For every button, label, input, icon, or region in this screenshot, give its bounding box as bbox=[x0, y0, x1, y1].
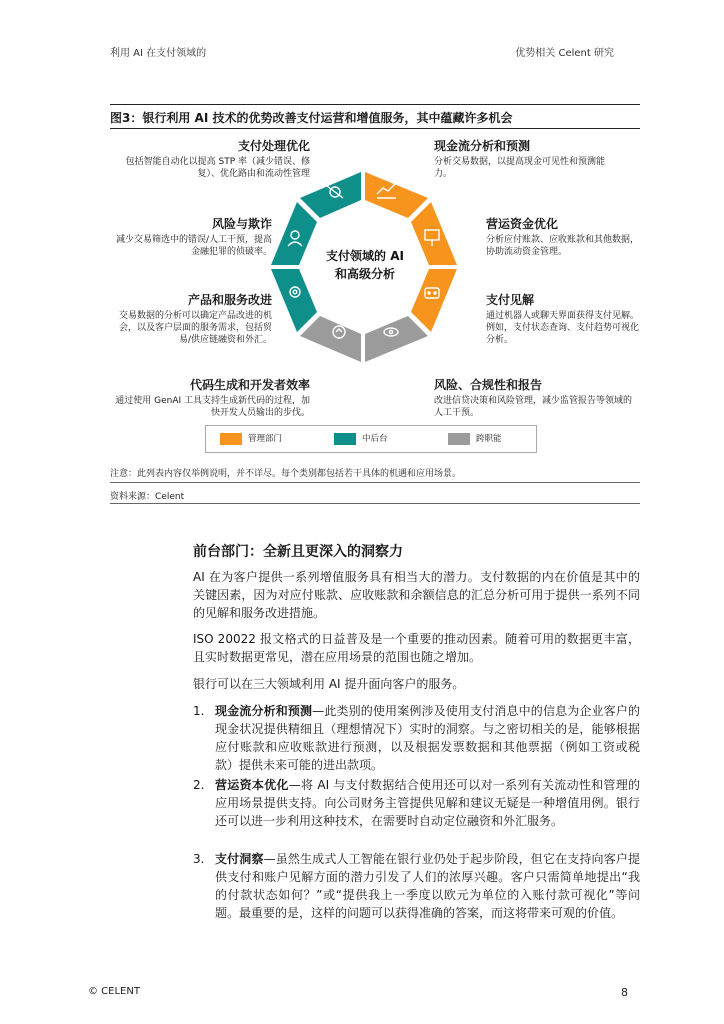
list-number: 3. bbox=[193, 852, 205, 866]
category-title: 产品和服务改进 bbox=[187, 293, 272, 307]
list-item bbox=[193, 850, 640, 922]
category-title: 支付见解 bbox=[486, 293, 535, 307]
legend-swatch bbox=[334, 433, 356, 445]
diagram-center-label-1: 支付领域的 AI bbox=[326, 249, 404, 263]
diagram-legend bbox=[205, 425, 537, 453]
list-item-title: 支付洞察 bbox=[215, 852, 264, 866]
category-desc: 通过使用 GenAI 工具支持生成新代码的过程，加快开发人员输出的步伐。 bbox=[115, 396, 310, 418]
category-title: 支付处理优化 bbox=[237, 139, 310, 153]
figure-note: 注意：此列表内容仅举例说明，并不详尽。每个类别都包括若干具体的机遇和应用场景。 bbox=[110, 469, 462, 479]
category-desc: 通过机器人或聊天界面获得支付见解。例如，支付状态查询、支付趋势可视化分析。 bbox=[486, 311, 640, 345]
category-product-service bbox=[110, 292, 272, 346]
category-working-capital bbox=[486, 216, 641, 258]
list-item bbox=[193, 776, 640, 830]
legend-label: 跨职能 bbox=[476, 434, 502, 444]
section-heading: 前台部门：全新且更深入的洞察力 bbox=[193, 544, 403, 560]
legend-item-cross-functional bbox=[448, 432, 502, 446]
list-number: 1. bbox=[193, 704, 205, 718]
category-desc: 分析交易数据，以提高现金可见性和预测能力。 bbox=[434, 157, 606, 179]
figure-title: 图3：银行利用 AI 技术的优势改善支付运营和增值服务，其中蕴藏许多机会 bbox=[110, 104, 640, 126]
source-divider bbox=[110, 482, 640, 483]
segment-cashflow bbox=[365, 172, 428, 218]
list-number: 2. bbox=[193, 778, 205, 792]
legend-swatch bbox=[448, 433, 470, 445]
segment-code-generation bbox=[300, 316, 361, 362]
list-item-text: —将 AI 与支付数据结合使用还可以对一系列有关流动性和管理的应用场景提供支持。向公司财务主管提供见解和建议无疑是一种增值用例。银行还可以进一步利用这种技术，在需要时自动定位融资和外汇服务。 bbox=[215, 778, 640, 828]
figure-divider bbox=[110, 128, 640, 129]
segment-payment-insights bbox=[411, 269, 457, 332]
category-code-generation bbox=[110, 377, 310, 419]
list-item-title: 营运资本优化 bbox=[215, 778, 289, 792]
paragraph-1: AI 在为客户提供一系列增值服务具有相当大的潜力。支付数据的内在价值是其中的关键因素，因为对应付账款、应收账款和余额信息的汇总分析可用于提供一系列不同的见解和服务改进措施。 bbox=[193, 570, 640, 620]
category-desc: 分析应付账款、应收账款和其他数据，协助流动资金管理。 bbox=[486, 235, 640, 257]
category-risk-fraud bbox=[110, 216, 272, 258]
category-title: 风险与欺诈 bbox=[211, 217, 272, 231]
ai-octagon-diagram bbox=[265, 160, 465, 370]
legend-item-management bbox=[220, 432, 282, 446]
legend-swatch bbox=[220, 433, 242, 445]
category-title: 现金流分析和预测 bbox=[434, 139, 531, 153]
figure-source: 资料来源：Celent bbox=[110, 492, 185, 502]
header-left: 利用 AI 在支付领域的 bbox=[110, 48, 207, 59]
paragraph-2: ISO 20022 报文格式的日益普及是一个重要的推动因素。随着可用的数据更丰富，且实时数据更常见，潜在应用场景的范围也随之增加。 bbox=[193, 632, 640, 664]
list-item-title: 现金流分析和预测 bbox=[215, 704, 313, 718]
category-payment-insights bbox=[486, 292, 641, 346]
legend-label: 管理部门 bbox=[248, 434, 283, 444]
category-title: 代码生成和开发者效率 bbox=[189, 378, 310, 392]
category-desc: 包括智能自动化以提高 STP 率（减少错误、修复）、优化路由和流动性管理 bbox=[125, 157, 310, 179]
category-desc: 交易数据的分析可以确定产品改进的机会，以及客户层面的服务需求，包括贸易/供应链融资和外汇。 bbox=[118, 311, 272, 345]
category-title: 营运资金优化 bbox=[486, 217, 559, 231]
category-title: 风险、合规性和报告 bbox=[434, 378, 543, 392]
list-item bbox=[193, 702, 640, 774]
list-item-text: —此类别的使用案例涉及使用支付消息中的信息为企业客户的现金状况提供精细且（理想情况下）实时的洞察。与之密切相关的是，能够根据应付账款和应收账款进行预测，以及根据发票数据和其他票据（例如工资或税款）提供未来可能的进出款项。 bbox=[215, 704, 640, 772]
list-item-text: —虽然生成式人工智能在银行业仍处于起步阶段，但它在支持向客户提供支付和账户见解方面的潜力引发了人们的浓厚兴趣。客户只需简单地提出“我的付款状态如何？”或“提供我上一季度以欧元为单位的入账付款可视化”等问题。最重要的是，这样的问题可以获得准确的答案，而这将带来可观的价值。 bbox=[215, 852, 640, 920]
source-divider bbox=[110, 503, 640, 504]
segment-risk-compliance bbox=[365, 316, 428, 362]
page-number: 8 bbox=[621, 986, 628, 999]
diagram-center-label-2: 和高级分析 bbox=[334, 267, 396, 281]
segment-risk-fraud bbox=[271, 202, 317, 265]
segment-working-capital bbox=[411, 202, 457, 265]
header-right: 优势相关 Celent 研究 bbox=[515, 48, 614, 59]
category-risk-compliance bbox=[434, 377, 639, 419]
category-desc: 改进信贷决策和风险管理，减少监管报告等领域的人工干预。 bbox=[434, 396, 633, 418]
legend-label: 中后台 bbox=[362, 434, 388, 444]
paragraph-3: 银行可以在三大领域利用 AI 提升面向客户的服务。 bbox=[193, 677, 465, 691]
segment-product-service bbox=[271, 269, 317, 332]
category-desc: 减少交易筛选中的错误/人工干预，提高金融犯罪的侦破率。 bbox=[115, 235, 272, 257]
footer-copyright: © CELENT bbox=[88, 986, 140, 997]
legend-item-middle-back bbox=[334, 432, 388, 446]
